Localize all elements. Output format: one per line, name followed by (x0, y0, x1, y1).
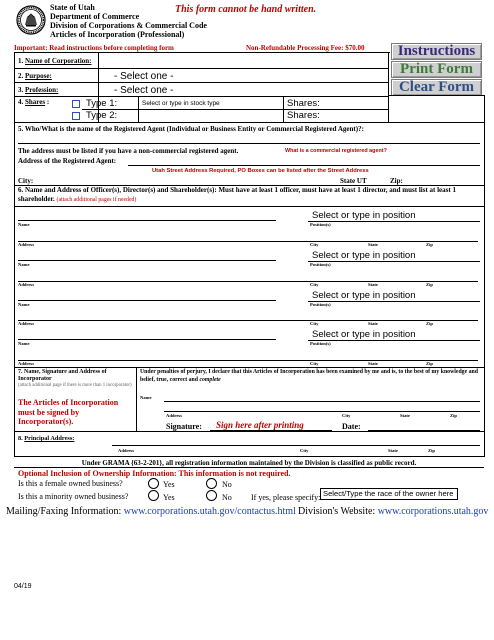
officer-1-state-label: State (368, 242, 378, 247)
agent-city-label: City: (18, 177, 34, 185)
female-no-label: No (222, 480, 232, 489)
officer-4-position-select[interactable]: Select or type in position (312, 329, 416, 340)
officer-2-address-input[interactable] (18, 271, 478, 282)
no-handwriting-warning: This form cannot be hand written. (175, 4, 317, 15)
commercial-agent-link[interactable]: What is a commercial registered agent? (285, 148, 387, 154)
section-1-label: 1. Name of Corporation: (18, 57, 92, 65)
section-6-heading: 6. Name and Address of Officer(s), Director(s) and Shareholder(s): Must have at least 1 officer, must have at least 1 director, and must list at least 1 shareholder. (attach additional pages if needed) (18, 186, 456, 203)
agent-zip-label: Zip: (390, 177, 403, 185)
officer-1-name-input[interactable] (18, 210, 276, 221)
officer-4-address-input[interactable] (18, 351, 478, 361)
officer-3-city-label: City (310, 321, 319, 326)
minority-owned-question: Is this a minority owned business? (18, 492, 129, 501)
grama-notice: Under GRAMA {63-2-201}, all registration information maintained by the Division is classified as public record. (81, 459, 417, 467)
officer-4-city-label: City (310, 361, 319, 366)
section-7-note: (attach additional page if there is more than 1 incorporator) (18, 383, 132, 388)
principal-address-input[interactable] (112, 435, 480, 446)
stock-type-input[interactable]: Select or type in stock type (142, 100, 220, 107)
section-7-heading: 7. Name, Signature and Address of Incorporator (18, 369, 107, 382)
website-link[interactable]: www.corporations.utah.gov (377, 506, 489, 517)
incorporator-zip-label: Zip (450, 413, 457, 418)
officer-1-zip-label: Zip (426, 242, 433, 247)
mailing-info: Mailing/Faxing Information: www.corporations.utah.gov/contactus.html (6, 506, 296, 517)
officer-3-state-label: State (368, 321, 378, 326)
header-division: Division of Corporations & Commercial Code (50, 21, 207, 30)
contact-link[interactable]: www.corporations.utah.gov/contactus.html (123, 506, 296, 517)
incorporator-name-input[interactable] (164, 388, 480, 402)
principal-city-label: City (300, 448, 309, 453)
clear-form-button[interactable]: Clear Form (391, 79, 482, 96)
officer-2-name-input[interactable] (18, 250, 276, 261)
shares-type2-checkbox[interactable] (72, 112, 80, 120)
instructions-button[interactable]: Instructions (391, 43, 482, 60)
officer-1-address-input[interactable] (18, 231, 478, 242)
agent-city-input[interactable] (18, 176, 338, 185)
form-title: Articles of Incorporation (Professional) (50, 30, 185, 39)
principal-zip-label: Zip (428, 448, 435, 453)
agent-address-note: The address must be listed if you have a non-commercial registered agent. (18, 147, 239, 155)
shares-type1-checkbox[interactable] (72, 100, 80, 108)
section-3-label: 3. Profession: (18, 86, 59, 94)
incorporator-state-label: State (400, 413, 410, 418)
state-seal (16, 5, 46, 35)
incorporator-city-label: City (342, 413, 351, 418)
form-version: 04/19 (14, 583, 32, 590)
agent-address-label: Address of the Registered Agent: (18, 157, 117, 165)
signature-required-note: The Articles of Incorporation must be signed by Incorporator(s). (18, 398, 119, 426)
officer-2-address-label: Address (18, 282, 34, 287)
website-info: Division's Website: www.corporations.utah.gov (298, 506, 489, 517)
officer-1-address-label: Address (18, 242, 34, 247)
officer-4-state-label: State (368, 361, 378, 366)
officer-4-zip-label: Zip (426, 361, 433, 366)
officer-3-zip-label: Zip (426, 321, 433, 326)
shares-type2-label: Type 2: (86, 110, 118, 121)
header-department: Department of Commerce (50, 12, 140, 21)
sign-here-note: Sign here after printing (216, 420, 304, 430)
print-form-button[interactable]: Print Form (391, 61, 482, 78)
principal-address-label: Address (118, 448, 134, 453)
agent-address-input[interactable] (128, 156, 480, 166)
shares-type1-label: Type 1: (86, 98, 118, 109)
section-4-label: 4. Shares : (18, 98, 50, 106)
officer-2-city-label: City (310, 282, 319, 287)
optional-heading: Optional Inclusion of Ownership Information: This information is not required. (18, 469, 291, 478)
incorporator-name-label: Name (140, 395, 152, 400)
purpose-select[interactable]: - Select one - (114, 71, 174, 82)
principal-state-label: State (388, 448, 398, 453)
street-address-warning: Utah Street Address Required, PO Boxes can be listed after the Street Address (152, 168, 369, 174)
officer-1-position-label: Position(s) (310, 222, 331, 227)
officer-2-state-label: State (368, 282, 378, 287)
header-state: State of Utah (50, 3, 95, 12)
officer-3-address-input[interactable] (18, 310, 478, 321)
officer-3-position-select[interactable]: Select or type in position (312, 290, 416, 301)
date-label: Date: (342, 422, 361, 431)
officer-4-name-label: Name (18, 341, 30, 346)
section-5-question: 5. Who/What is the name of the Registered Agent (Individual or Business Entity or Commercial Registered Agent)?: (18, 125, 364, 133)
minority-no-label: No (222, 493, 232, 502)
officer-4-name-input[interactable] (18, 329, 276, 340)
officer-3-name-label: Name (18, 302, 30, 307)
specify-label: If yes, please specify: (251, 493, 321, 502)
officer-2-position-label: Position(s) (310, 262, 331, 267)
officer-4-position-label: Position(s) (310, 341, 331, 346)
minority-yes-label: Yes (163, 493, 175, 502)
important-note: Important: Read instructions before completing form (14, 44, 174, 52)
officer-1-position-select[interactable]: Select or type in position (312, 210, 416, 221)
minority-no-radio[interactable] (206, 490, 217, 501)
section-8-label: 8. Principal Address: (18, 435, 75, 442)
officer-2-position-select[interactable]: Select or type in position (312, 250, 416, 261)
officer-2-zip-label: Zip (426, 282, 433, 287)
officer-4-address-label: Address (18, 361, 34, 366)
officer-3-position-label: Position(s) (310, 302, 331, 307)
minority-yes-radio[interactable] (148, 490, 159, 501)
section-2-label: 2. Purpose: (18, 72, 52, 80)
agent-state: State UT (340, 177, 367, 185)
officer-1-city-label: City (310, 242, 319, 247)
corporation-name-input[interactable] (100, 55, 386, 67)
processing-fee: Non-Refundable Processing Fee: $70.00 (246, 44, 365, 52)
perjury-statement: Under penalties of perjury, I declare that this Articles of Incorporation has been examined by me and is, to the best of my knowledge and belief, true, correct and complete (140, 369, 478, 383)
female-yes-label: Yes (163, 480, 175, 489)
profession-select[interactable]: - Select one - (114, 85, 174, 96)
officer-3-name-input[interactable] (18, 290, 276, 301)
registered-agent-input[interactable] (18, 134, 480, 144)
shares2-label: Shares: (287, 110, 320, 121)
signature-label: Signature: (166, 422, 202, 431)
shares1-label: Shares: (287, 98, 320, 109)
female-owned-question: Is this a female owned business? (18, 479, 123, 488)
female-no-radio[interactable] (206, 478, 217, 489)
officer-3-address-label: Address (18, 321, 34, 326)
officer-1-name-label: Name (18, 222, 30, 227)
incorporator-address-label: Address (166, 413, 182, 418)
officer-2-name-label: Name (18, 262, 30, 267)
owner-race-input[interactable]: Select/Type the race of the owner here (320, 488, 458, 500)
female-yes-radio[interactable] (148, 478, 159, 489)
